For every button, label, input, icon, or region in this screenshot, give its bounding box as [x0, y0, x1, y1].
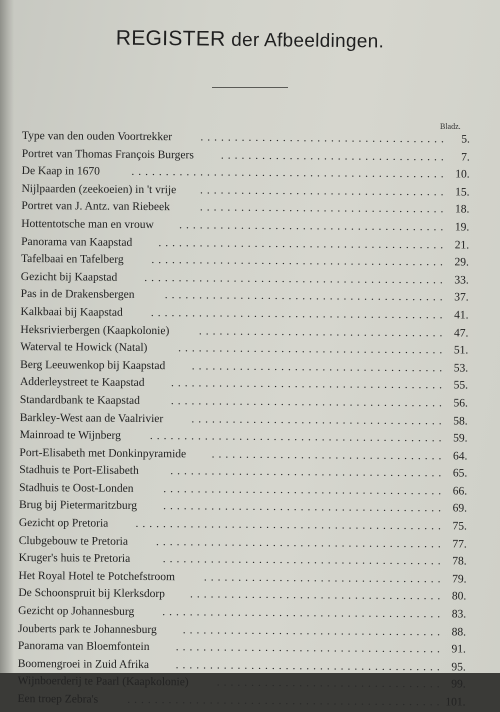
entry-page-number: 99.	[451, 678, 466, 691]
entry-page-number: 78.	[452, 555, 467, 568]
entry-title: Kalkbaai bij Kaapstad	[20, 305, 123, 319]
entry-title: Nijlpaarden (zeekoeien) in 't vrije	[21, 182, 177, 196]
dot-leader: .........................................	[162, 553, 445, 568]
entry-page-number: 95.	[451, 661, 466, 674]
entry-title: Een troep Zebra's	[17, 692, 99, 706]
entry-page-number: 66.	[452, 485, 468, 498]
entry-title: Gezicht bij Kaapstad	[20, 270, 118, 284]
entry-title: Type van den ouden Voortrekker	[21, 129, 173, 144]
dot-leader: .................................	[216, 676, 444, 691]
entry-page-number: 37.	[454, 291, 469, 304]
entry-title: Panorama van Bloemfontein	[17, 640, 150, 654]
entry-page-number: 91.	[451, 643, 466, 656]
dot-leader: .........................................	[163, 500, 446, 515]
dot-leader: ....................................	[200, 131, 448, 146]
dot-leader: .......................................	[175, 641, 444, 656]
entry-title: Adderleystreet te Kaapstad	[19, 376, 145, 390]
page-title-rest: der Afbeeldingen.	[231, 29, 385, 53]
entry-page-number: 47.	[453, 326, 469, 340]
entry-page-number: 88.	[451, 626, 467, 639]
entry-title: Standardbank te Kaapstad	[19, 393, 140, 407]
entry-page-number: 18.	[454, 203, 470, 216]
entry-page-number: 41.	[454, 309, 469, 322]
page-column-heading: Bladz.	[440, 122, 461, 131]
dot-leader: .......................................	[178, 342, 447, 357]
dot-leader: ..........................................	[155, 535, 445, 550]
entry-page-number: 29.	[454, 256, 470, 269]
dot-leader: ..................................	[211, 448, 446, 463]
dot-leader: ...........................................	[151, 254, 448, 269]
entry-page-number: 33.	[454, 274, 469, 287]
entry-title: Hottentotsche man en vrouw	[21, 217, 154, 232]
dot-leader: .........................................	[163, 482, 446, 498]
entry-page-number: 19.	[454, 221, 470, 234]
dot-leader: .....................................	[191, 360, 447, 375]
entry-title: Berg Leeuwenkop bij Kaapstad	[20, 358, 166, 372]
dot-leader: .....................................	[189, 588, 445, 603]
entry-title: Gezicht op Johannesburg	[18, 605, 135, 618]
entry-page-number: 53.	[453, 362, 469, 375]
register-list	[17, 128, 470, 712]
entry-title: Portret van Thomas François Burgers	[21, 147, 194, 161]
dot-leader: .....................................	[191, 412, 446, 427]
entry-title: Tafelbaai en Tafelberg	[20, 253, 124, 266]
entry-title: Heksrivierbergen (Kaapkolonie)	[20, 323, 170, 337]
entry-title: Gezicht op Pretoria	[18, 517, 109, 530]
entry-page-number: 7.	[461, 151, 470, 164]
entry-title: Waterval te Howick (Natal)	[20, 341, 148, 355]
entry-page-number: 5.	[461, 133, 470, 146]
entry-title: Portret van J. Antz. van Riebeek	[21, 200, 170, 214]
entry-title: Panorama van Kaapstad	[21, 235, 133, 249]
entry-title: Het Royal Hotel te Potchefstroom	[18, 569, 176, 584]
entry-title: Stadhuis te Oost-Londen	[19, 481, 134, 495]
entry-page-number: 83.	[451, 608, 467, 621]
entry-title: Clubgebouw te Pretoria	[18, 534, 129, 548]
entry-page-number: 65.	[452, 467, 468, 480]
dot-leader: ........................................	[170, 377, 447, 392]
entry-page-number: 15.	[455, 186, 470, 199]
dot-leader: ...........................................	[149, 430, 446, 445]
title-divider	[212, 87, 288, 88]
dot-leader: ...................................	[203, 571, 445, 586]
dot-leader: ...........................................	[150, 306, 447, 322]
entry-page-number: 69.	[452, 502, 468, 515]
entry-title: Wijnboerderij te Paarl (Kaapkolonie)	[17, 675, 189, 689]
dot-leader: .......................................	[175, 659, 444, 674]
dot-leader: ........................................	[170, 395, 446, 410]
entry-title: Brug bij Pietermaritzburg	[18, 499, 138, 513]
entry-title: Port-Elisabeth met Donkinpyramide	[19, 446, 187, 460]
dot-leader: ....................................	[198, 324, 447, 339]
entry-title: Boomengroei in Zuid Afrika	[17, 657, 150, 671]
entry-page-number: 51.	[453, 344, 469, 357]
dot-leader: .........................................	[164, 289, 447, 304]
dot-leader: .........................................	[162, 606, 445, 621]
entry-title: Jouberts park te Johannesburg	[18, 622, 157, 636]
dot-leader: .............................................	[135, 517, 445, 533]
page-gutter-shadow	[0, 0, 14, 673]
page-title-caps: REGISTER	[115, 26, 226, 51]
entry-page-number: 77.	[452, 538, 467, 551]
dot-leader: ..............................................	[127, 693, 444, 709]
entry-page-number: 75.	[452, 520, 467, 533]
dot-leader: ......................................	[182, 623, 445, 638]
dot-leader: .................................	[220, 149, 448, 163]
entry-title: Stadhuis te Port-Elisabeth	[19, 464, 139, 478]
dot-leader: .......................................	[179, 219, 448, 234]
entry-page-number: 101.	[445, 696, 466, 709]
entry-title: Barkley-West aan de Vaalrivier	[19, 411, 164, 425]
entry-page-number: 56.	[453, 397, 468, 410]
entry-title: Kruger's huis te Pretoria	[18, 552, 131, 566]
entry-page-number: 80.	[451, 590, 467, 603]
entry-title: Pas in de Drakensbergen	[20, 288, 135, 302]
entry-title: De Kaap in 1670	[21, 165, 100, 178]
dot-leader: ............................................	[144, 271, 447, 287]
dot-leader: ....................................	[199, 184, 448, 199]
entry-page-number: 21.	[454, 238, 470, 252]
entry-title: Mainroad te Wijnberg	[19, 429, 121, 442]
entry-page-number: 10.	[455, 168, 470, 181]
dot-leader: ..........................................	[158, 236, 448, 251]
page-title	[0, 25, 500, 54]
dot-leader: ..............................................	[131, 166, 448, 181]
entry-page-number: 79.	[452, 573, 467, 586]
entry-title: De Schoonspruit bij Klerksdorp	[18, 587, 165, 601]
entry-page-number: 59.	[453, 432, 468, 445]
register-entry	[17, 691, 465, 712]
entry-page-number: 55.	[453, 379, 469, 392]
entry-page-number: 58.	[453, 414, 468, 428]
dot-leader: ........................................	[170, 465, 446, 480]
dot-leader: ....................................	[199, 201, 448, 216]
entry-page-number: 64.	[453, 450, 468, 463]
